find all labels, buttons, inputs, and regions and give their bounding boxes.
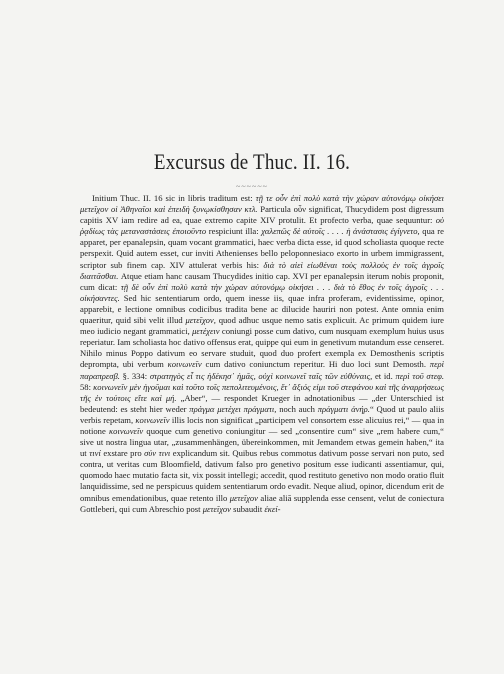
text-run: „Aber“, — respondet Krueger in adnotationibus — „der Unterschied ist bedeutend: es steht hier weder bbox=[80, 392, 444, 414]
greek-quote: ἐκεί- bbox=[264, 503, 281, 514]
greek-quote: κοινωνεῖν bbox=[135, 414, 170, 425]
text-run: subaudit bbox=[230, 503, 265, 514]
greek-quote: τῇ δὲ οὖν ἐπὶ πολὺ κατὰ τὴν χώραν αὐτονόμῳ οἰκήσει . . . διὰ τὸ ἔθος ἐν τοῖς ἀγροῖς . . . οἰκήσαντες. bbox=[80, 281, 445, 303]
text-run: “ Quod ut paulo aliis verbis repetam, bbox=[80, 403, 445, 425]
greek-quote: πράγμα μετέχει πράγματι, bbox=[189, 403, 277, 414]
text-run: quod adhuc usque nemo satis explicuit. Ac primum quidem iure meo iudicio negant grammatici, bbox=[80, 315, 444, 337]
greek-quote: στρατηγὸς εἶ τις ἡδέκησ᾽ ἡμᾶς, οὐχὶ κοινωνεῖ ταῖς τῶν εὐθύναις, bbox=[149, 370, 373, 381]
greek-quote: περὶ τοῦ στεφ. bbox=[395, 370, 445, 381]
paragraph bbox=[80, 193, 444, 515]
text-run: aliae aliā supplenda esse censent, velut de coniectura Gottleberi, qui cum Abreschio post bbox=[80, 492, 445, 514]
text-run: Atque etiam hanc causam Thucydides initio cap. XVI per epanalepsin iterum nobis proponit, cum dicat: bbox=[80, 270, 444, 292]
greek-quote: μετεῖχον, bbox=[185, 315, 216, 326]
text-run: noch auch bbox=[276, 403, 318, 414]
text-run: Sed hic sententiarum ordo, quem inesse iis, quae infra proferam, evidentissime, opinor, apparebit, e lectione omnibus codicibus tradita bene ac dilucide hauriri non potest. Ante omnia enim quaeritur, quid sibi velit illud bbox=[80, 292, 444, 326]
text-run: illis locis non significat „participem vel consortem esse alicuius rei,“ — qua in notione bbox=[80, 414, 444, 436]
text-run: 58: bbox=[80, 381, 94, 392]
text-run: coniungi posse cum dativo, cum nusquam exemplum huius usus reperiatur. Iam scholiasta hoc dativo offensus erat, quippe qui eum in genetivum mutandum esse censeret. Nihilo minus Poppo dativum eo servare studuit, quod duo profert exempla ex Demosthenis scriptis deprompta, ubi verbum bbox=[80, 326, 444, 370]
text-run: et id. bbox=[372, 370, 396, 381]
greek-quote: τινί bbox=[89, 448, 101, 459]
greek-quote: μετέχειν bbox=[192, 326, 220, 337]
text-body bbox=[80, 193, 444, 515]
greek-quote: κοινωνεῖν μὲν ἡγοῦμαι καὶ τοῦτο τοῖς πεπολιτευμένοις, ἔτ᾽ ἄξιός εἰμι τοῦ στεφάνου καὶ τῆς ἀναρρήσεως τῆς ἐν τούτοις εἴτε καὶ μή. bbox=[80, 381, 444, 403]
page-heading: Excursus de Thuc. II. 16. bbox=[153, 150, 351, 175]
text-run: Initium Thuc. II. 16 sic in libris traditum est: bbox=[92, 193, 256, 203]
text-run: qua re apparet, per epanalepsin, quam vocant grammatici, haec verba dicta esse, id quod scholiasta quoque recte perspexit. Quid autem esset, cur inviti Athenienses bello peloponnesiaco exorto in urbem immigrassent, scriptor sub finem cap. XIV attulerat verbis his: bbox=[80, 226, 444, 270]
text-run: §. 334: bbox=[119, 370, 150, 381]
greek-quote: μετεῖχον bbox=[229, 492, 258, 503]
heading-ornament: ~~~~~~ bbox=[236, 182, 268, 191]
greek-quote: κοινωνεῖν bbox=[109, 425, 144, 436]
text-run: Particula οὖν significat, Thucydidem post digressum capitis XV iam redire ad ea, quae extremo capite XIV protulit. Et profecto verba, quae sequuntur: bbox=[80, 204, 444, 226]
greek-quote: διὰ τὸ αἰεὶ εἰωθέναι τοὺς πολλοὺς ἐν τοῖς ἀγροῖς διαιτᾶσθαι. bbox=[80, 259, 445, 281]
text-run: quoque cum genetivo coniungitur — sed „consentire cum“ sive „rem habere cum,“ sive ut nostra lingua utar, „zusammenhängen, übereinkommen, mit Jemandem etwas gemein haben,“ ita ut bbox=[80, 425, 444, 459]
greek-quote: περὶ παραπρεσβ. bbox=[80, 359, 445, 381]
greek-quote: πράγματι ἀνήρ. bbox=[317, 403, 370, 414]
greek-quote: οὐ ῥᾳδίως τὰς μεταναστάσεις ἐποιοῦντο bbox=[80, 215, 444, 237]
text-run: respiciunt illa: bbox=[206, 226, 262, 237]
greek-quote: μετεῖχον bbox=[202, 503, 231, 514]
greek-quote: κοινωνεῖν bbox=[167, 359, 202, 370]
greek-quote: σύν τινι bbox=[144, 448, 171, 459]
text-run: exstare pro bbox=[100, 448, 145, 459]
text-run: cum dativo coniunctum reperitur. Hi duo loci sunt Demosth. bbox=[201, 359, 430, 370]
text-run: explicandum sit. Quibus rebus commotus dativum posse servari non puto, sed contra, ut veritas cum Bloomfield, dativum falso pro genetivo positum esse iudicanti assentiamur, qui, quomodo haec mutatio facta sit, vix possit intellegi; accedit, quod restituto genetivo non modo oratio fluit lanquidissime, sed ne perspicuus quidem sententiarum ordo evadit. Neque aliud, opinor, dicendum erit de omnibus emendationibus, quae retento illo bbox=[80, 448, 444, 503]
greek-quote: τῇ τε οὖν ἐπὶ πολὺ κατὰ τὴν χώραν αὐτονόμῳ οἰκήσει μετεῖχον οἱ Ἀθηναῖοι καὶ ἐπειδὴ ξυνῳκίσθησαν κτλ. bbox=[80, 193, 445, 215]
greek-quote: χαλεπῶς δὲ αὐτοῖς . . . . ἡ ἀνάστασις ἐγίγνετο, bbox=[261, 226, 420, 237]
